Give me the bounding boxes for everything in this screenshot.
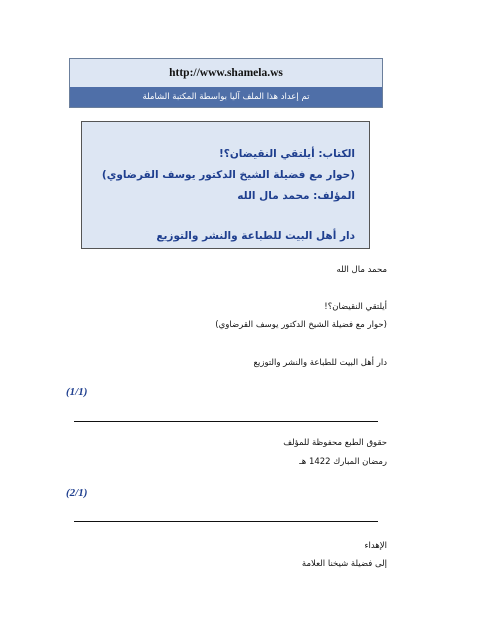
book-author-line: المؤلف: محمد مال الله bbox=[237, 190, 355, 202]
page-marker-2: (2/1) bbox=[66, 487, 88, 499]
rights-text: حقوق الطبع محفوظة للمؤلف bbox=[283, 438, 387, 448]
book-info-box bbox=[81, 121, 370, 249]
page-divider-1 bbox=[74, 421, 378, 422]
shamela-url[interactable]: http://www.shamela.ws bbox=[70, 59, 382, 87]
subtitle-text: (حوار مع فضيلة الشيخ الدكتور يوسف القرضاوي) bbox=[215, 320, 387, 330]
shamela-note: تم إعداد هذا الملف آليا بواسطة المكتبة الشاملة bbox=[70, 87, 382, 107]
author-name: محمد مال الله bbox=[336, 265, 387, 275]
publisher-text: دار أهل البيت للطباعة والنشر والتوزيع bbox=[253, 358, 387, 368]
book-subtitle-line: (حوار مع فضيلة الشيخ الدكتور يوسف القرضاوي) bbox=[101, 169, 355, 181]
dedication-heading: الإهداء bbox=[364, 541, 387, 551]
date-text: رمضان المبارك 1422 هـ bbox=[299, 457, 387, 467]
dedication-line: إلى فضيلة شيخنا العلامة bbox=[301, 559, 387, 569]
book-publisher-line: دار أهل البيت للطباعة والنشر والتوزيع bbox=[156, 230, 355, 242]
book-title-line: الكتاب: أيلتقي النقيضان؟! bbox=[218, 148, 355, 160]
shamela-header bbox=[69, 58, 383, 108]
page-divider-2 bbox=[74, 521, 378, 522]
page-marker-1: (1/1) bbox=[66, 386, 88, 398]
title-text: أيلتقي النقيضان؟! bbox=[324, 302, 387, 312]
